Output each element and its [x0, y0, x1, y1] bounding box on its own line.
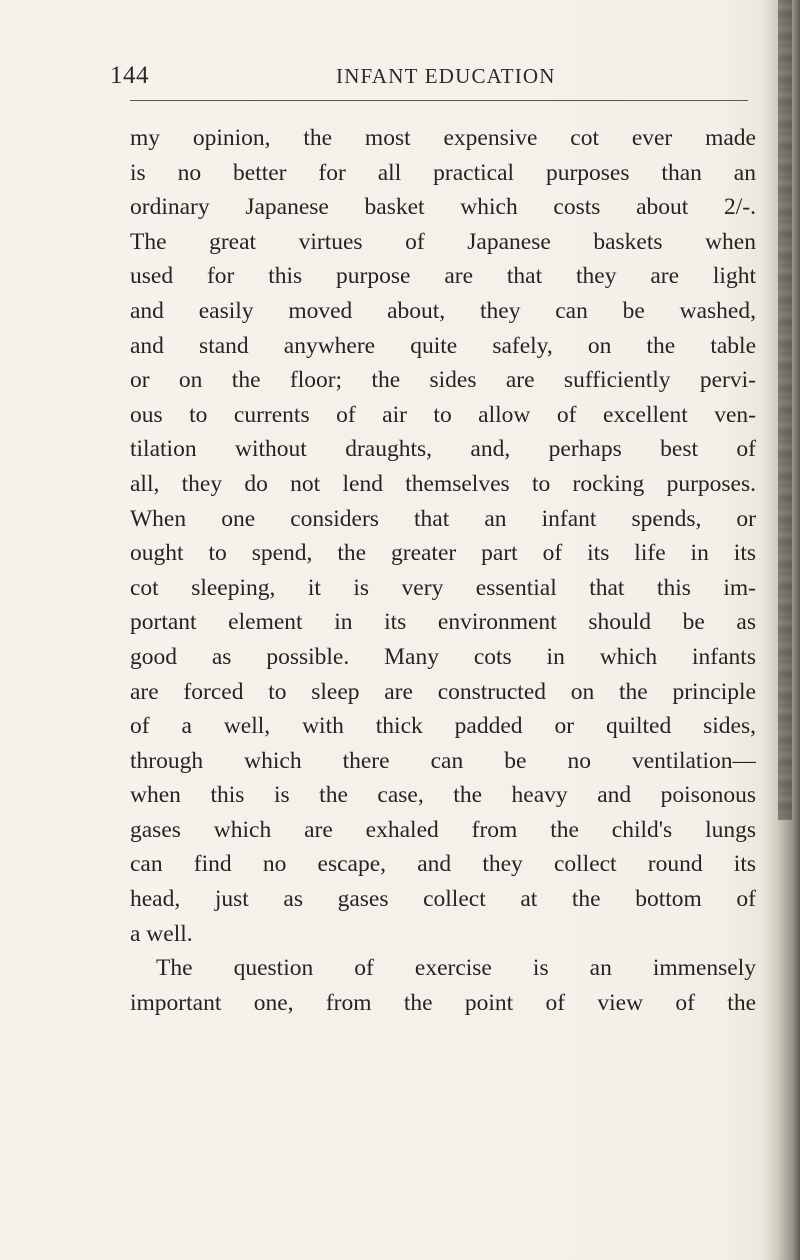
- text-line: good as possible. Many cots in which infants: [130, 643, 756, 670]
- text-line: tilation without draughts, and, perhaps best of: [130, 436, 756, 463]
- page-header: [110, 62, 750, 96]
- text-line: and easily moved about, they can be washed,: [130, 297, 756, 324]
- text-line: gases which are exhaled from the child's lungs: [130, 816, 756, 843]
- text-line: ordinary Japanese basket which costs about 2/-.: [130, 194, 756, 221]
- header-rule: [130, 100, 748, 101]
- text-line: is no better for all practical purposes than an: [130, 159, 756, 186]
- text-line: ous to currents of air to allow of excellent ven-: [130, 401, 756, 428]
- text-line: are forced to sleep are constructed on the principle: [130, 678, 756, 705]
- text-line: when this is the case, the heavy and poisonous: [130, 782, 756, 809]
- text-line: portant element in its environment should be as: [130, 609, 756, 636]
- text-line: of a well, with thick padded or quilted sides,: [130, 713, 756, 740]
- text-line: through which there can be no ventilation—: [130, 747, 756, 774]
- text-line: ought to spend, the greater part of its life in its: [130, 540, 756, 567]
- page-number: 144: [110, 62, 149, 89]
- text-line: When one considers that an infant spends, or: [130, 505, 756, 532]
- text-line: important one, from the point of view of the: [130, 989, 756, 1016]
- text-line: or on the floor; the sides are sufficiently pervi-: [130, 367, 756, 394]
- binding-edge: [778, 0, 792, 820]
- text-line: cot sleeping, it is very essential that this im-: [130, 574, 756, 601]
- text-line: and stand anywhere quite safely, on the table: [130, 332, 756, 359]
- text-line: used for this purpose are that they are light: [130, 263, 756, 290]
- text-line-paragraph-end: a well.: [130, 920, 193, 947]
- text-line-paragraph-start: The question of exercise is an immensely: [156, 955, 756, 982]
- text-line: head, just as gases collect at the bottom of: [130, 886, 756, 913]
- running-title: INFANT EDUCATION: [336, 64, 556, 88]
- body-text: [130, 121, 756, 1020]
- text-line: my opinion, the most expensive cot ever made: [130, 125, 756, 151]
- text-line: The great virtues of Japanese baskets when: [130, 228, 756, 255]
- text-line: can find no escape, and they collect round its: [130, 851, 756, 878]
- text-line: all, they do not lend themselves to rocking purposes.: [130, 470, 756, 497]
